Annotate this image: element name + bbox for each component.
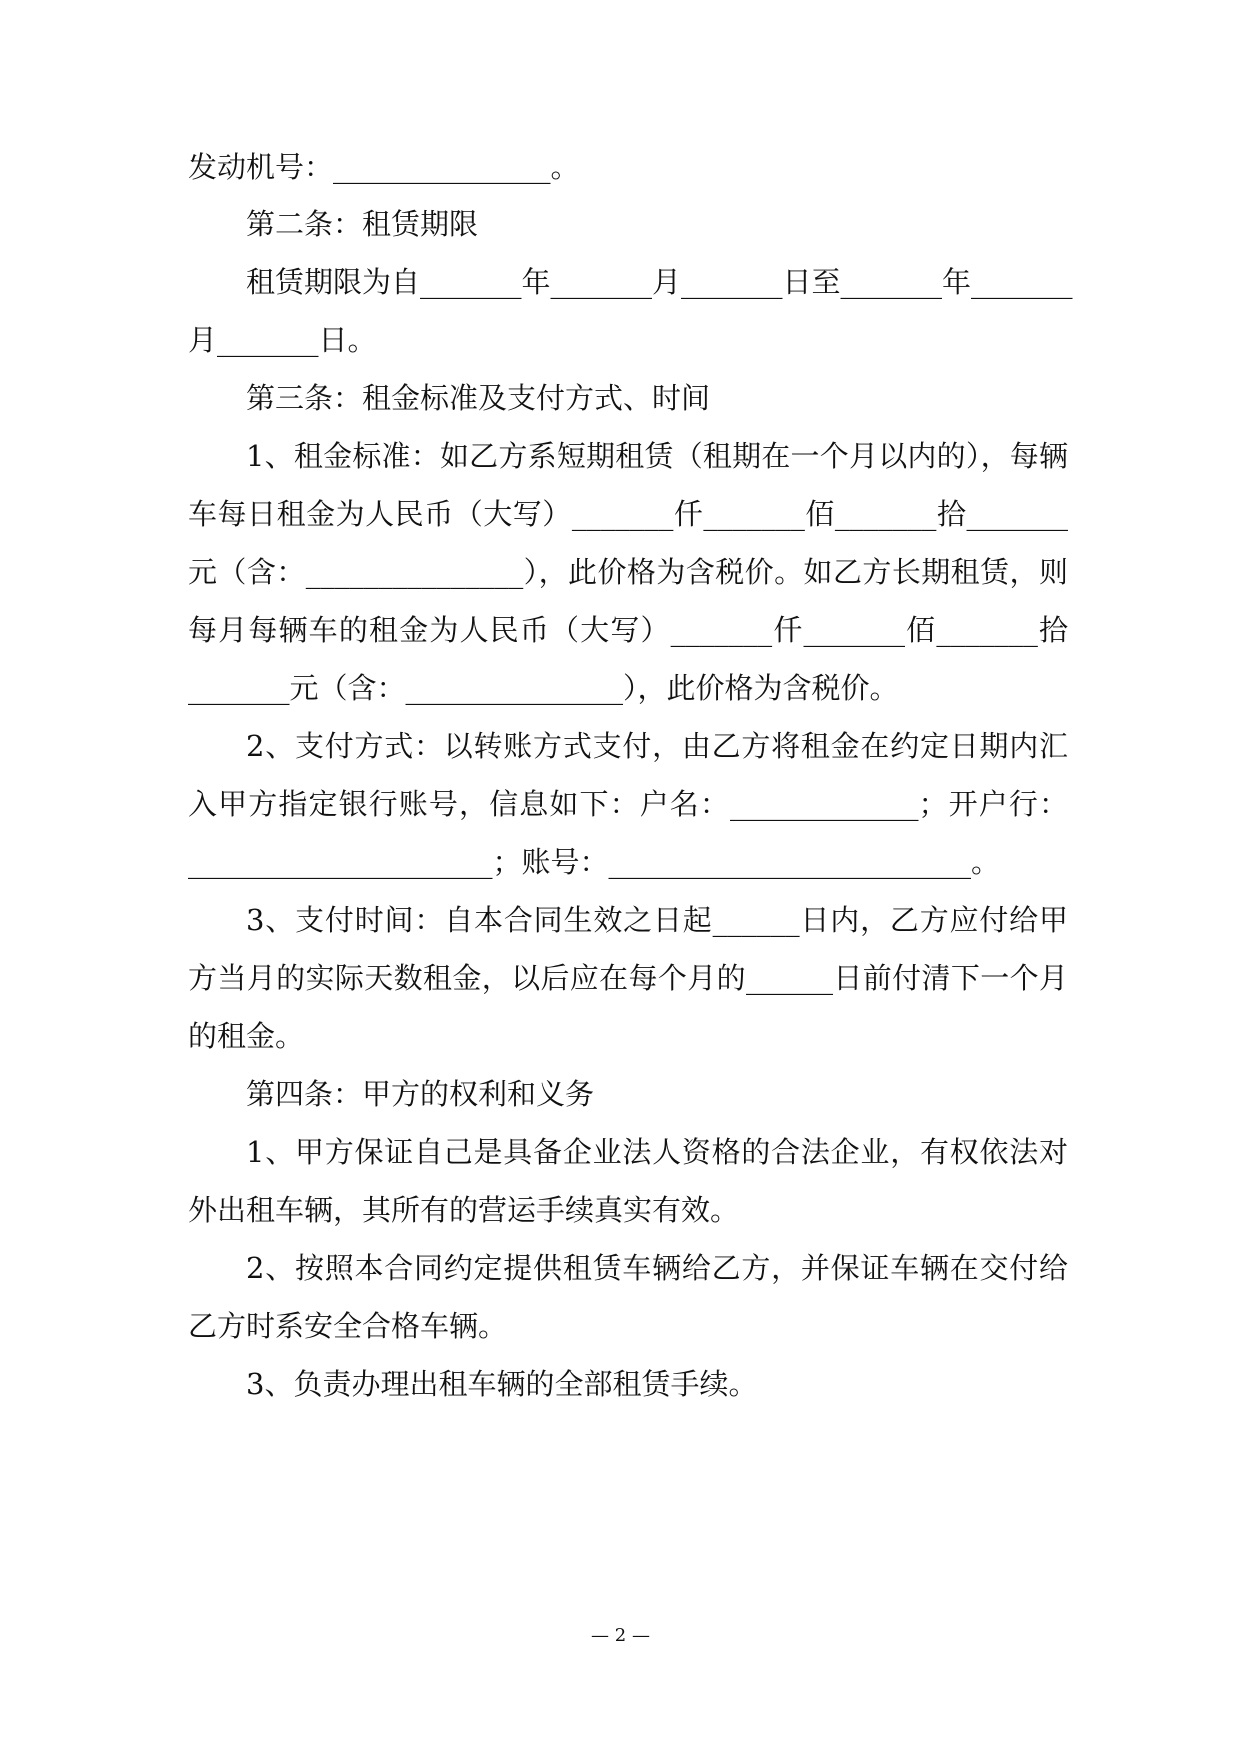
heading-article-3: 第三条：租金标准及支付方式、时间 <box>246 381 711 415</box>
text-line-party-a-1: 1、甲方保证自己是具备企业法人资格的合法企业，有权依法对 <box>246 1135 1068 1169</box>
text-line-payment-method-2: 入甲方指定银行账号，信息如下：户名：_____________；开户行： <box>188 787 1068 821</box>
text-line-payment-time-3: 的租金。 <box>188 1019 305 1053</box>
text-line-party-a-3: 2、按照本合同约定提供租赁车辆给乙方，并保证车辆在交付给 <box>246 1251 1068 1285</box>
text-line-payment-time-1: 3、支付时间：自本合同生效之日起______日内，乙方应付给甲 <box>246 903 1068 937</box>
text-line-rent-standard-4: 每月每辆车的租金为人民币（大写）_______仟_______佰_______拾 <box>188 613 1068 647</box>
text-line-rent-standard-1: 1、租金标准：如乙方系短期租赁（租期在一个月以内的），每辆 <box>246 439 1068 473</box>
text-line-rent-standard-3: 元（含：_______________），此价格为含税价。如乙方长期租赁，则 <box>188 555 1068 589</box>
text-line-lease-term-end: 月_______日。 <box>188 323 377 357</box>
text-line-lease-term: 租赁期限为自_______年_______月_______日至_______年_______ <box>246 265 1073 299</box>
text-line-engine-number: 发动机号：_______________。 <box>188 150 580 184</box>
text-line-rent-standard-2: 车每日租金为人民币（大写）_______仟_______佰_______拾_______ <box>188 497 1068 531</box>
page-number: — 2 — <box>591 1625 650 1646</box>
text-line-party-a-5: 3、负责办理出租车辆的全部租赁手续。 <box>246 1367 758 1401</box>
text-line-rent-standard-5: _______元（含：_______________），此价格为含税价。 <box>188 671 899 705</box>
text-line-payment-method-3: _____________________；账号：_________________________。 <box>188 845 1001 879</box>
text-line-party-a-2: 外出租车辆，其所有的营运手续真实有效。 <box>188 1193 740 1227</box>
heading-article-4: 第四条：甲方的权利和义务 <box>246 1077 595 1111</box>
text-line-payment-method-1: 2、支付方式：以转账方式支付，由乙方将租金在约定日期内汇 <box>246 729 1068 763</box>
heading-article-2: 第二条：租赁期限 <box>246 207 479 241</box>
text-line-payment-time-2: 方当月的实际天数租金，以后应在每个月的______日前付清下一个月 <box>188 961 1068 995</box>
text-line-party-a-4: 乙方时系安全合格车辆。 <box>188 1309 508 1343</box>
